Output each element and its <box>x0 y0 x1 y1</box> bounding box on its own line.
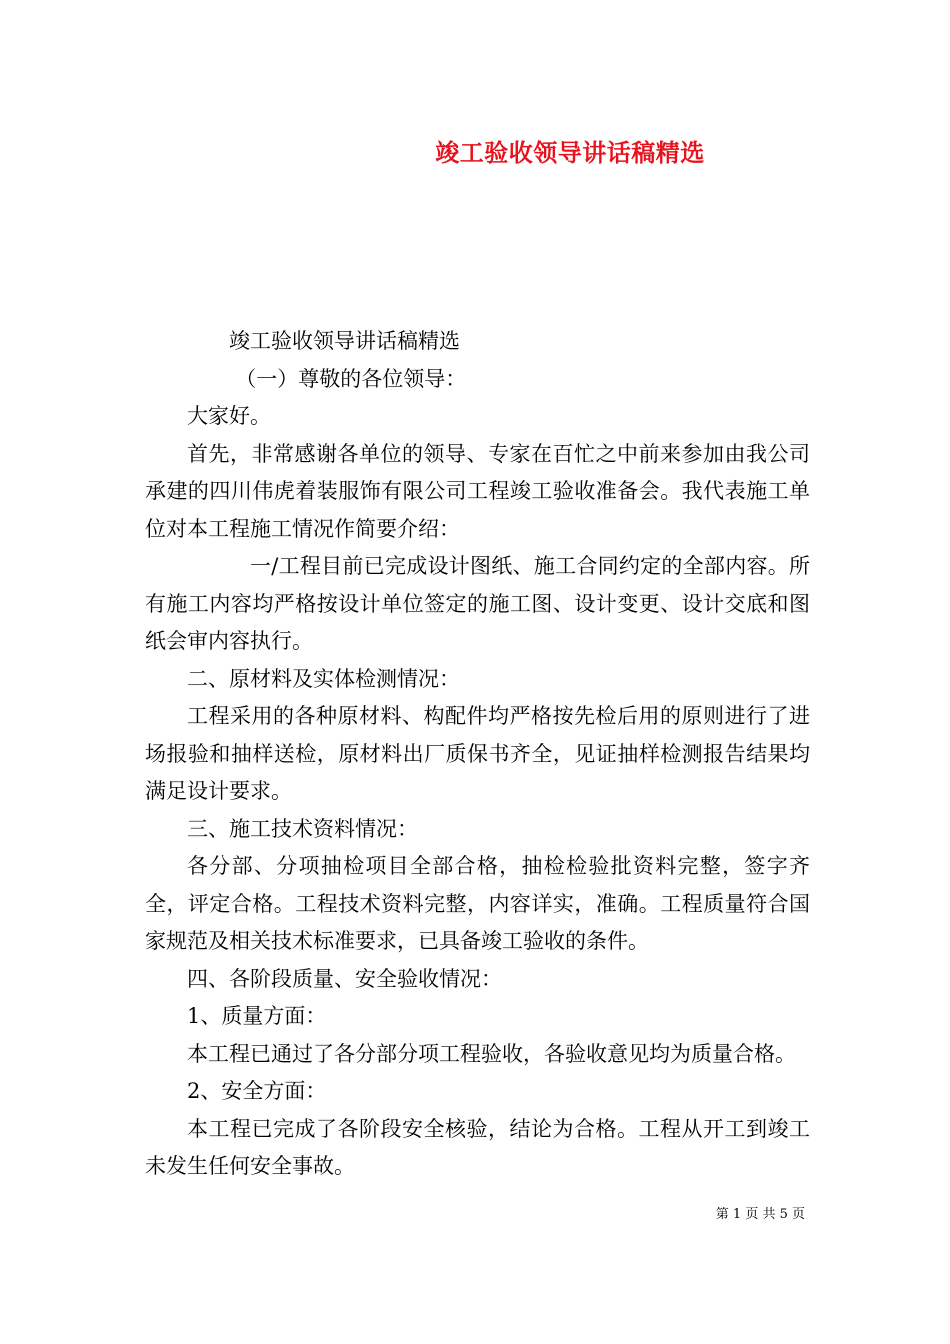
greeting: 大家好。 <box>187 404 271 428</box>
subheading-safety: 2、安全方面： <box>187 1079 327 1103</box>
paragraph-section-3: 各分部、分项抽检项目全部合格，抽检检验批资料完整，签字齐全，评定合格。工程技术资料完整，内容详实，准确。工程质量符合国家规范及相关技术标准要求，已具备竣工验收的条件。 <box>145 854 810 953</box>
section-heading-4: 四、各阶段质量、安全验收情况： <box>187 966 502 991</box>
paragraph-section-1: 一/工程目前已完成设计图纸、施工合同约定的全部内容。所有施工内容均严格按设计单位签定的施工图、设计变更、设计交底和图纸会审内容执行。 <box>145 554 810 653</box>
document-title: 竣工验收领导讲话稿精选 <box>435 138 705 167</box>
paragraph-intro: 首先，非常感谢各单位的领导、专家在百忙之中前来参加由我公司承建的四川伟虎着装服饰有限公司工程竣工验收准备会。我代表施工单位对本工程施工情况作简要介绍： <box>145 441 810 541</box>
section-heading-2: 二、原材料及实体检测情况： <box>187 666 460 691</box>
salutation: （一）尊敬的各位领导： <box>235 366 467 391</box>
page-number-footer: 第 1 页 共 5 页 <box>715 1207 805 1222</box>
paragraph-quality: 本工程已通过了各分部分项工程验收，各验收意见均为质量合格。 <box>187 1041 796 1066</box>
paragraph-section-2: 工程采用的各种原材料、构配件均严格按先检后用的原则进行了进场报验和抽样送检，原材料出厂质保书齐全，见证抽样检测报告结果均满足设计要求。 <box>145 704 810 803</box>
document-body <box>145 323 810 1186</box>
paragraph-safety: 本工程已完成了各阶段安全核验，结论为合格。工程从开工到竣工未发生任何安全事故。 <box>145 1116 810 1178</box>
subheading-quality: 1、质量方面： <box>187 1004 327 1028</box>
section-heading-3: 三、施工技术资料情况： <box>187 816 418 841</box>
body-heading: 竣工验收领导讲话稿精选 <box>229 329 460 353</box>
